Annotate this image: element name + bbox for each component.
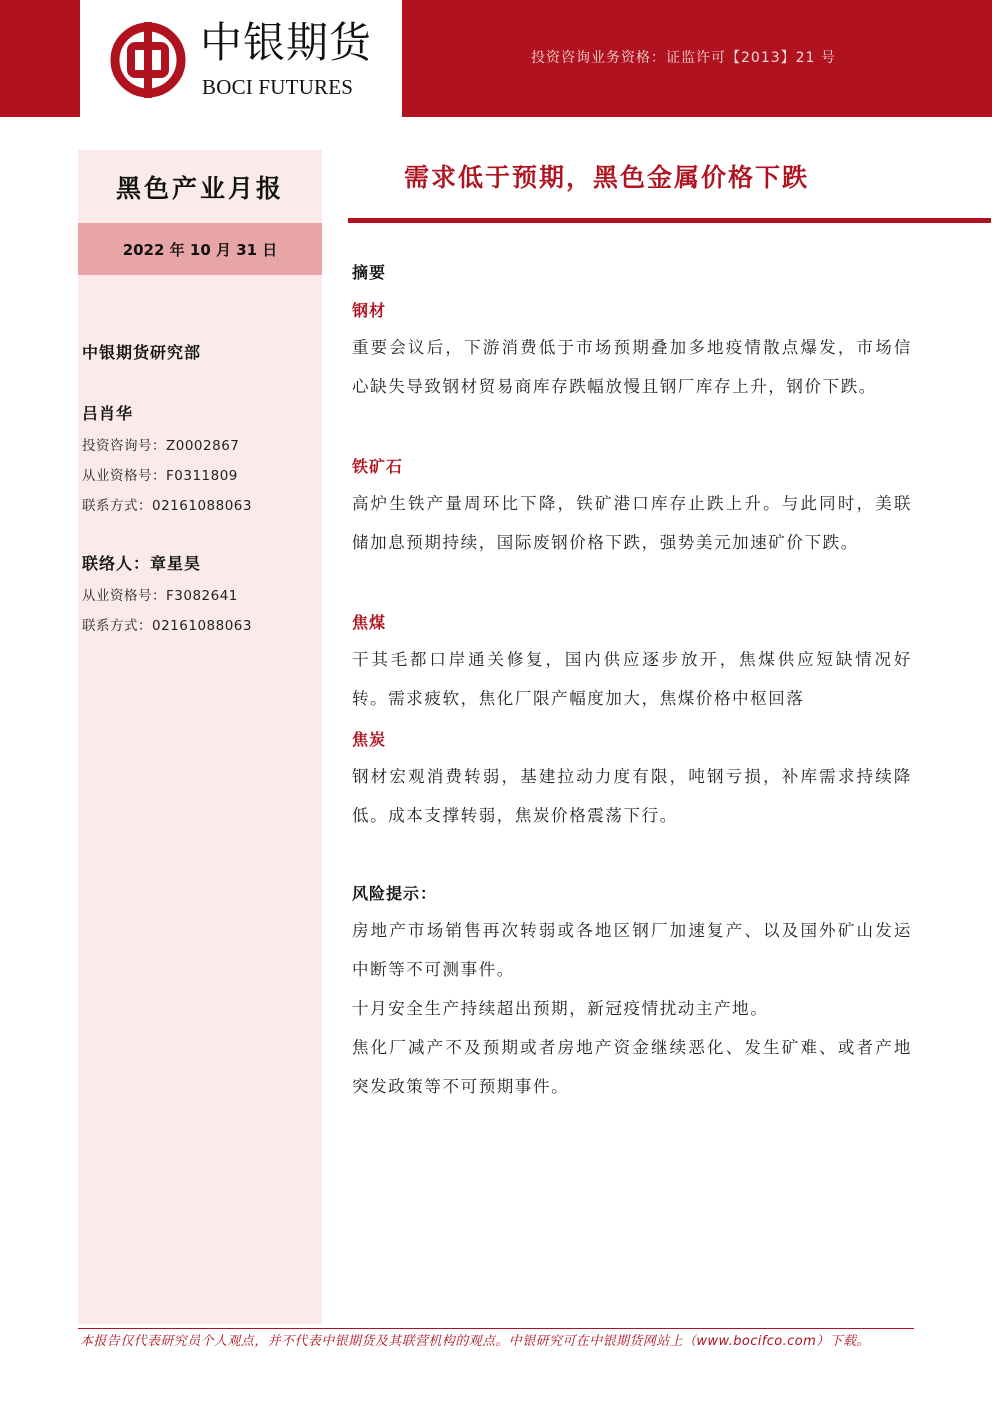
risk-item: 十月安全生产持续超出预期，新冠疫情扰动主产地。 (352, 999, 769, 1018)
logo-english-name: BOCI FUTURES (202, 75, 354, 99)
section-text-coke: 钢材宏观消费转弱，基建拉动力度有限，吨钢亏损，补库需求持续降低。成本支撑转弱，焦炭价格震荡下行。 (352, 767, 912, 825)
logo-chinese-name: 中银期货 (200, 18, 373, 67)
section-text-coking-coal: 干其毛都口岸通关修复，国内供应逐步放开，焦煤供应短缺情况好转。需求疲软，焦化厂限产幅度加大，焦煤价格中枢回落 (352, 650, 912, 708)
contact-person-name: 联络人：章星昊 (82, 554, 202, 573)
header-band-left (0, 0, 80, 117)
contact-phone: 联系方式：02161088063 (82, 618, 252, 634)
analyst-consult-number: 投资咨询号：Z0002867 (82, 438, 240, 454)
contact-qualification-number: 从业资格号：F3082641 (82, 588, 238, 604)
report-type-title: 黑色产业月报 (115, 174, 284, 203)
research-department: 中银期货研究部 (82, 343, 202, 362)
boc-logo-icon (110, 22, 186, 98)
analyst-qualification-number: 从业资格号：F0311809 (82, 468, 238, 484)
analyst-contact: 联系方式：02161088063 (82, 498, 252, 514)
risk-item: 房地产市场销售再次转弱或各地区钢厂加速复产、以及国外矿山发运中断等不可测事件。 (352, 921, 912, 979)
analyst-name: 吕肖华 (82, 404, 134, 423)
section-text-steel: 重要会议后，下游消费低于市场预期叠加多地疫情散点爆发，市场信心缺失导致钢材贸易商库存跌幅放慢且钢厂库存上升，钢价下跌。 (352, 338, 912, 396)
section-heading-steel: 钢材 (352, 301, 387, 320)
qualification-text: 投资咨询业务资格：证监许可【2013】21 号 (531, 50, 836, 66)
title-divider (348, 218, 991, 223)
section-heading-coke: 焦炭 (352, 730, 387, 749)
risk-heading: 风险提示： (352, 884, 438, 903)
section-text-iron-ore: 高炉生铁产量周环比下降，铁矿港口库存止跌上升。与此同时，美联储加息预期持续，国际废钢价格下跌，强势美元加速矿价下跌。 (352, 494, 912, 552)
section-heading-iron-ore: 铁矿石 (352, 457, 404, 476)
report-date: 2022 年 10 月 31 日 (78, 223, 322, 275)
footer-disclaimer: 本报告仅代表研究员个人观点，并不代表中银期货及其联营机构的观点。中银研究可在中银期货网站上（www.bocifco.com）下载。 (80, 1334, 870, 1349)
footer-divider (78, 1328, 914, 1329)
risk-item: 焦化厂减产不及预期或者房地产资金继续恶化、发生矿难、或者产地突发政策等不可预期事件。 (352, 1038, 912, 1096)
sidebar (78, 150, 322, 1324)
section-heading-coking-coal: 焦煤 (352, 613, 387, 632)
abstract-heading: 摘要 (352, 263, 387, 282)
report-title: 需求低于预期，黑色金属价格下跌 (404, 163, 810, 192)
